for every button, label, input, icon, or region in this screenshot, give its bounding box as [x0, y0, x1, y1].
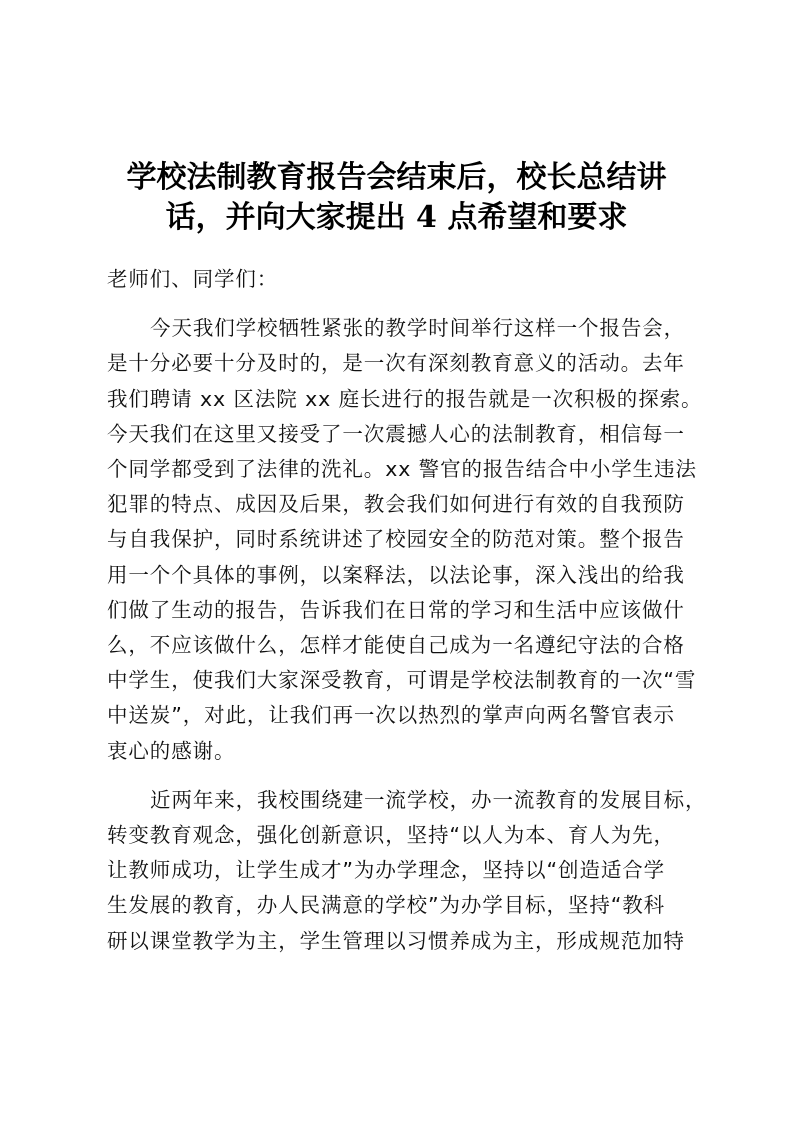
text-line: 今天我们学校牺牲紧张的教学时间举行这样一个报告会，	[150, 316, 686, 341]
document-title	[100, 158, 693, 238]
text-line: 用一个个具体的事例，以案释法，以法论事，深入浅出的给我	[107, 562, 685, 587]
title-line: 学校法制教育报告会结束后，校长总结讲	[126, 160, 667, 195]
text-line: 们做了生动的报告，告诉我们在日常的学习和生活中应该做什	[107, 597, 685, 622]
greeting: 老师们、同学们：	[107, 267, 279, 291]
text-line: 犯罪的特点、成因及后果，教会我们如何进行有效的自我预防	[107, 492, 685, 517]
text-line: 中学生，使我们大家深受教育，可谓是学校法制教育的一次“雪	[107, 668, 697, 693]
text-line: 转变教育观念，强化创新意识，坚持“以人为本、育人为先，	[107, 823, 675, 848]
text-line: 今天我们在这里又接受了一次震撼人心的法制教育，相信每一	[107, 421, 685, 446]
document-body	[107, 262, 707, 973]
text-line: 么，不应该做什么，怎样才能使自己成为一名遵纪守法的合格	[107, 633, 685, 658]
text-line: 我们聘请 xx 区法院 xx 庭长进行的报告就是一次积极的探索。	[107, 386, 703, 411]
paragraph-2	[107, 783, 707, 959]
text-line: 近两年来，我校围绕建一流学校，办一流教育的发展目标，	[150, 787, 707, 812]
text-line: 研以课堂教学为主，学生管理以习惯养成为主，形成规范加特	[107, 928, 685, 953]
text-line: 个同学都受到了法律的洗礼。xx 警官的报告结合中小学生违法	[107, 457, 697, 482]
text-line: 中送炭”，对此，让我们再一次以热烈的掌声向两名警官表示	[107, 703, 675, 728]
text-line: 生发展的教育，办人民满意的学校”为办学目标，坚持“教科	[107, 893, 666, 918]
text-line: 是十分必要十分及时的，是一次有深刻教育意义的活动。去年	[107, 351, 685, 376]
text-line: 让教师成功，让学生成才”为办学理念，坚持以“创造适合学	[107, 858, 666, 883]
paragraph-1	[107, 311, 703, 769]
text-line: 衷心的感谢。	[107, 738, 236, 763]
title-line: 话，并向大家提出 4 点希望和要求	[165, 200, 628, 235]
text-line: 与自我保护，同时系统讲述了校园安全的防范对策。整个报告	[107, 527, 685, 552]
